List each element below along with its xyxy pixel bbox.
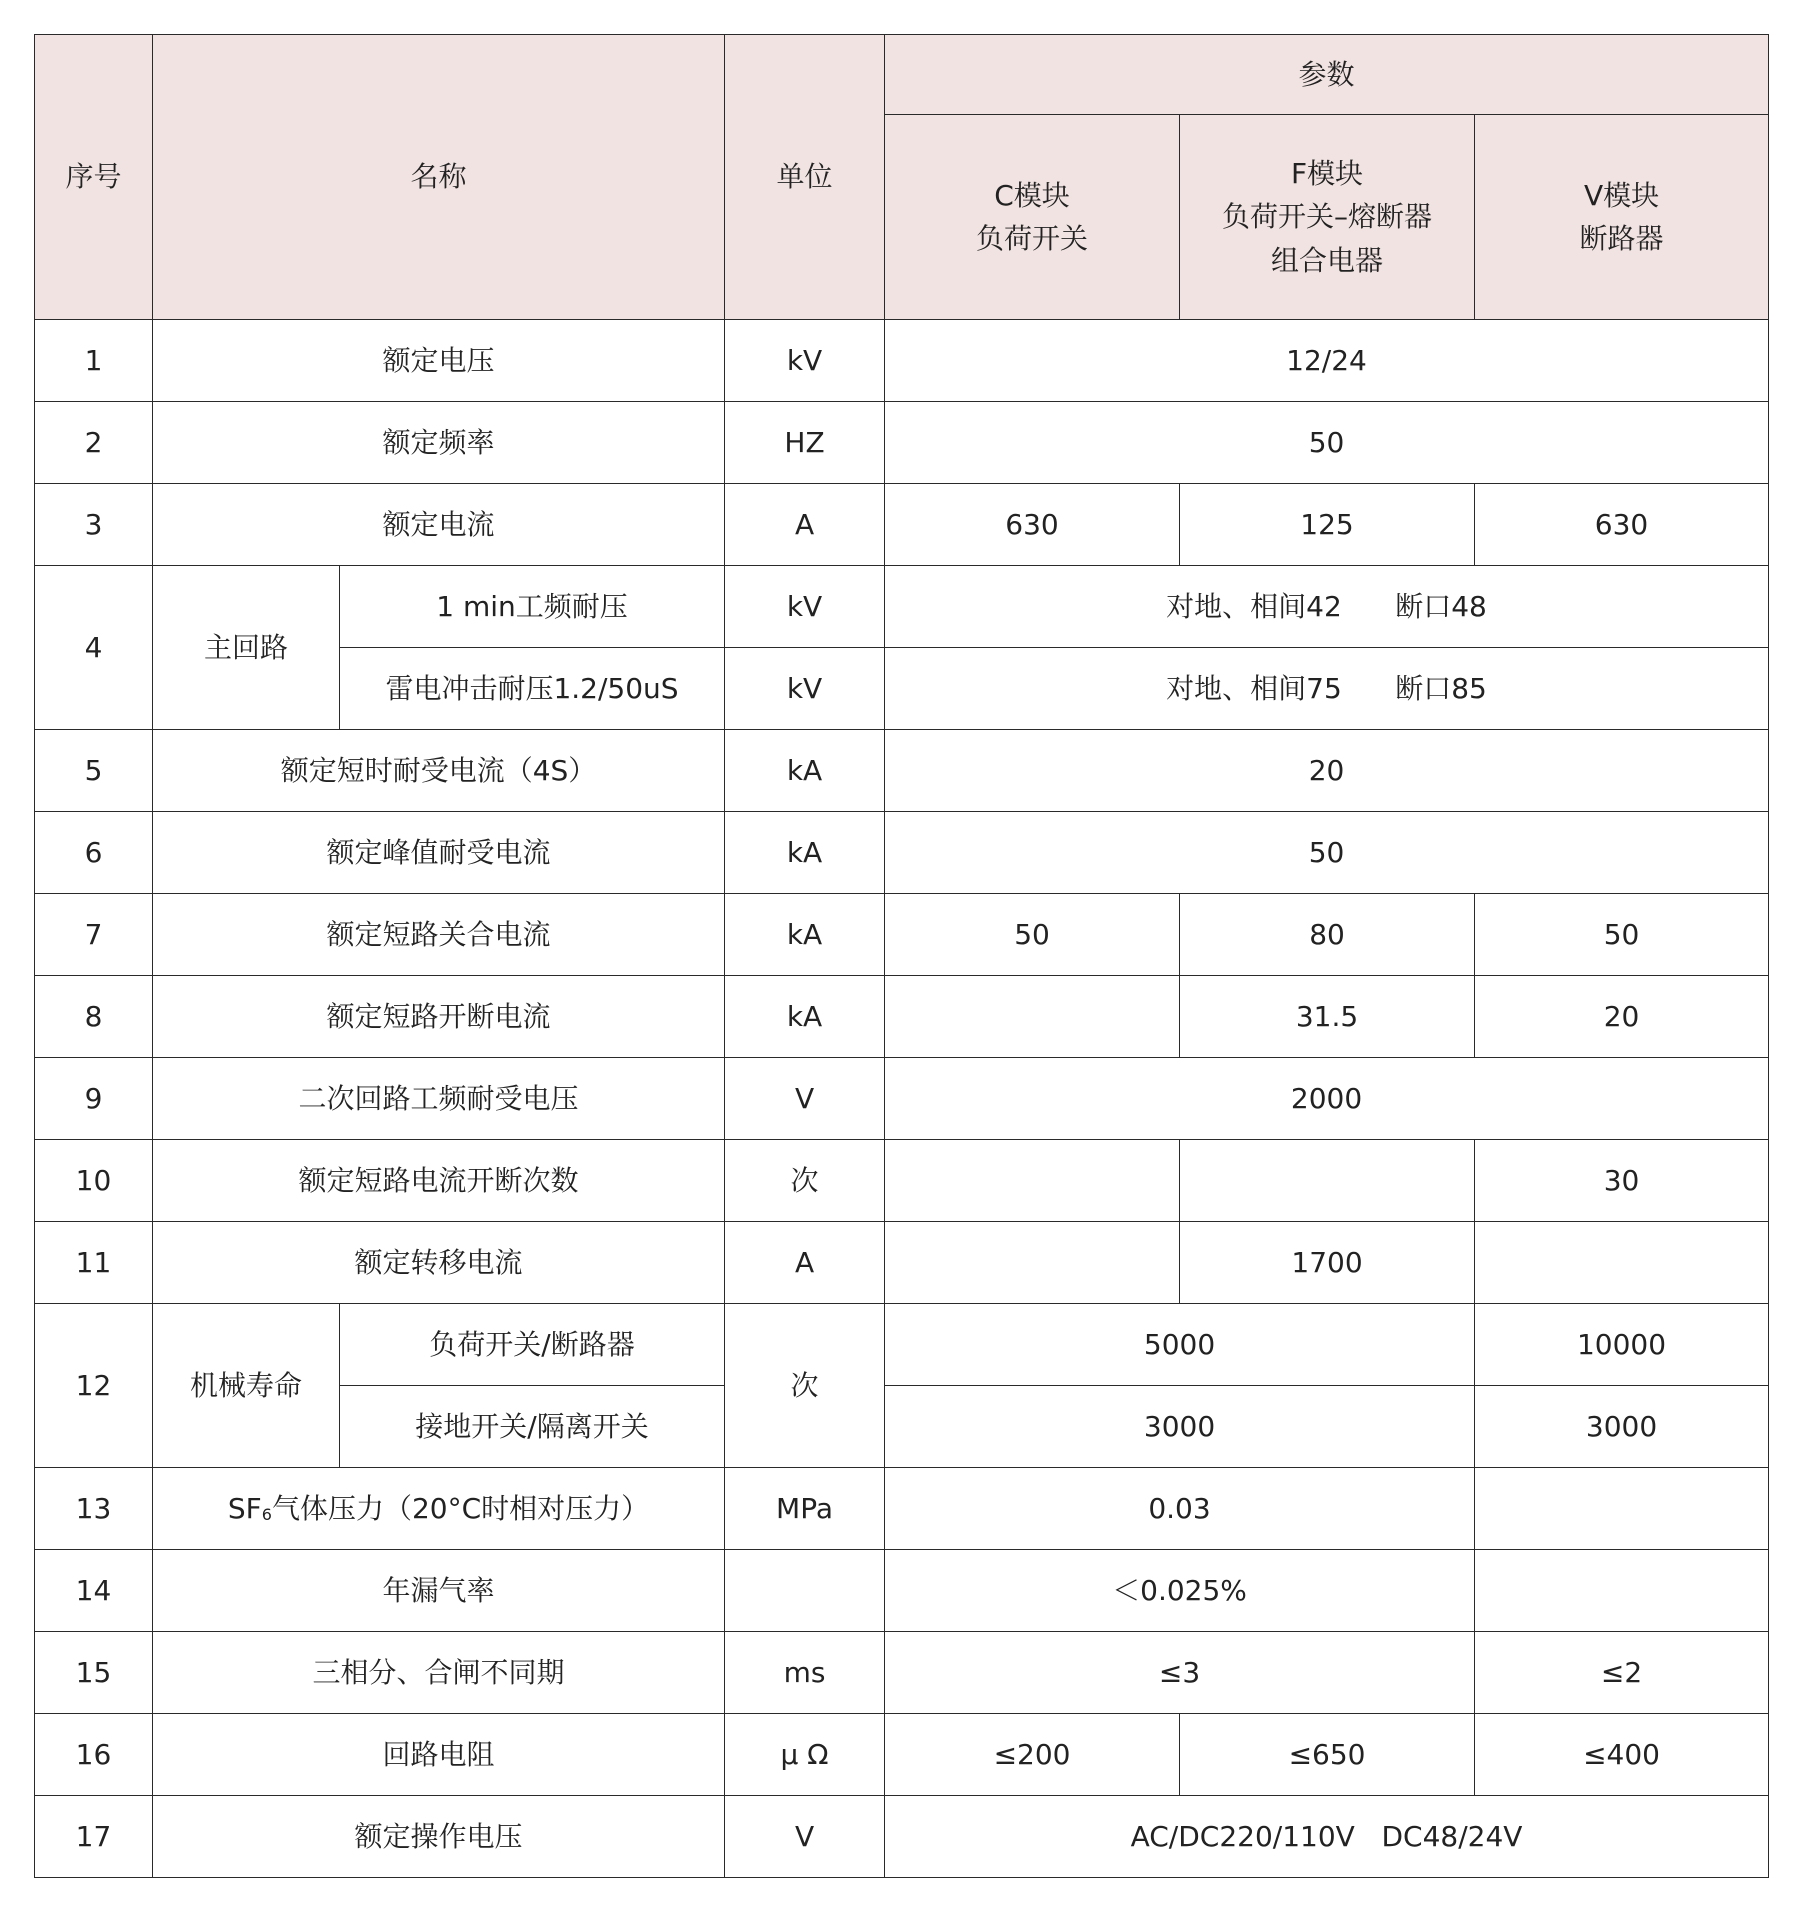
value-f: ≤650 — [1180, 1714, 1475, 1796]
table-row — [35, 1714, 1769, 1796]
value-f: 125 — [1180, 484, 1475, 566]
row-unit: kV — [725, 648, 885, 730]
row-subname: 雷电冲击耐压1.2/50uS — [340, 648, 725, 730]
row-name: 二次回路工频耐受电压 — [153, 1058, 725, 1140]
value-v: 3000 — [1475, 1386, 1769, 1468]
value-cf: 5000 — [885, 1304, 1475, 1386]
row-number: 4 — [35, 566, 153, 730]
table-row — [35, 1468, 1769, 1550]
value-c — [885, 1222, 1180, 1304]
header-row-1 — [35, 35, 1769, 115]
header-col-c — [885, 115, 1180, 320]
value-v: 20 — [1475, 976, 1769, 1058]
row-name: 额定短时耐受电流（4S） — [153, 730, 725, 812]
row-number: 7 — [35, 894, 153, 976]
row-number: 5 — [35, 730, 153, 812]
value-all: 对地、相间42 断口48 — [885, 566, 1769, 648]
value-f: 80 — [1180, 894, 1475, 976]
row-number: 16 — [35, 1714, 153, 1796]
row-number: 6 — [35, 812, 153, 894]
value-all: 12/24 — [885, 320, 1769, 402]
row-subname: 负荷开关/断路器 — [340, 1304, 725, 1386]
value-cf: ＜0.025% — [885, 1550, 1475, 1632]
table-row — [35, 812, 1769, 894]
row-name: 额定峰值耐受电流 — [153, 812, 725, 894]
row-unit: A — [725, 1222, 885, 1304]
value-v — [1475, 1550, 1769, 1632]
row-number: 3 — [35, 484, 153, 566]
row-unit: V — [725, 1058, 885, 1140]
row-number: 9 — [35, 1058, 153, 1140]
row-unit: kA — [725, 976, 885, 1058]
value-c: ≤200 — [885, 1714, 1180, 1796]
value-f: 31.5 — [1180, 976, 1475, 1058]
value-f — [1180, 1140, 1475, 1222]
value-all: 20 — [885, 730, 1769, 812]
value-all: 2000 — [885, 1058, 1769, 1140]
row-name: 额定电流 — [153, 484, 725, 566]
value-v: 30 — [1475, 1140, 1769, 1222]
row-unit: kA — [725, 730, 885, 812]
row-number: 12 — [35, 1304, 153, 1468]
table-row — [35, 484, 1769, 566]
row-group: 机械寿命 — [153, 1304, 340, 1468]
value-v: ≤2 — [1475, 1632, 1769, 1714]
row-group: 主回路 — [153, 566, 340, 730]
table-row — [35, 1140, 1769, 1222]
spec-table — [34, 34, 1769, 1878]
row-number: 13 — [35, 1468, 153, 1550]
table-row — [35, 1058, 1769, 1140]
row-unit: kA — [725, 894, 885, 976]
table-row — [35, 320, 1769, 402]
row-unit: ms — [725, 1632, 885, 1714]
row-unit: μ Ω — [725, 1714, 885, 1796]
value-c — [885, 1140, 1180, 1222]
row-name — [153, 1468, 725, 1550]
row-name-pre: SF — [227, 1491, 262, 1525]
value-c: 50 — [885, 894, 1180, 976]
value-all: 对地、相间75 断口85 — [885, 648, 1769, 730]
table-row — [35, 730, 1769, 812]
table-row — [35, 566, 1769, 648]
value-v: ≤400 — [1475, 1714, 1769, 1796]
value-all: AC/DC220/110V DC48/24V — [885, 1796, 1769, 1878]
header-name: 名称 — [153, 35, 725, 320]
row-name: 额定短路关合电流 — [153, 894, 725, 976]
header-seq: 序号 — [35, 35, 153, 320]
value-cf: 0.03 — [885, 1468, 1475, 1550]
header-col-f — [1180, 115, 1475, 320]
row-number: 10 — [35, 1140, 153, 1222]
row-name-sub: 6 — [261, 1504, 272, 1524]
row-number: 14 — [35, 1550, 153, 1632]
row-name: 额定短路电流开断次数 — [153, 1140, 725, 1222]
row-unit: V — [725, 1796, 885, 1878]
row-name: 三相分、合闸不同期 — [153, 1632, 725, 1714]
header-col-v — [1475, 115, 1769, 320]
table-row — [35, 1304, 1769, 1386]
value-c: 630 — [885, 484, 1180, 566]
table-row — [35, 402, 1769, 484]
row-subname: 1 min工频耐压 — [340, 566, 725, 648]
header-col-v-line: V模块 — [1583, 178, 1660, 212]
row-unit: A — [725, 484, 885, 566]
row-unit: MPa — [725, 1468, 885, 1550]
table-row — [35, 1796, 1769, 1878]
value-v: 10000 — [1475, 1304, 1769, 1386]
value-v — [1475, 1222, 1769, 1304]
row-name: 回路电阻 — [153, 1714, 725, 1796]
header-col-c-line: C模块 — [994, 178, 1070, 212]
row-subname: 接地开关/隔离开关 — [340, 1386, 725, 1468]
row-number: 1 — [35, 320, 153, 402]
row-name: 额定转移电流 — [153, 1222, 725, 1304]
row-number: 2 — [35, 402, 153, 484]
value-v — [1475, 1468, 1769, 1550]
header-col-c-line: 负荷开关 — [976, 222, 1089, 255]
row-number: 11 — [35, 1222, 153, 1304]
row-name: 额定短路开断电流 — [153, 976, 725, 1058]
row-number: 8 — [35, 976, 153, 1058]
header-unit: 单位 — [725, 35, 885, 320]
row-unit: kV — [725, 566, 885, 648]
row-unit: kV — [725, 320, 885, 402]
value-v: 50 — [1475, 894, 1769, 976]
row-unit — [725, 1550, 885, 1632]
table-row — [35, 976, 1769, 1058]
header-params: 参数 — [885, 35, 1769, 115]
header-col-v-line: 断路器 — [1579, 222, 1664, 255]
row-name: 年漏气率 — [153, 1550, 725, 1632]
header-col-f-line: 组合电器 — [1271, 243, 1384, 277]
value-cf: ≤3 — [885, 1632, 1475, 1714]
table-row — [35, 1632, 1769, 1714]
table-row — [35, 1550, 1769, 1632]
header-col-f-line: F模块 — [1290, 156, 1364, 190]
table-row — [35, 894, 1769, 976]
row-name: 额定电压 — [153, 320, 725, 402]
row-unit: 次 — [725, 1304, 885, 1468]
row-number: 15 — [35, 1632, 153, 1714]
table-row — [35, 1222, 1769, 1304]
row-unit: kA — [725, 812, 885, 894]
value-v: 630 — [1475, 484, 1769, 566]
row-name: 额定频率 — [153, 402, 725, 484]
row-unit: 次 — [725, 1140, 885, 1222]
value-cf: 3000 — [885, 1386, 1475, 1468]
value-f: 1700 — [1180, 1222, 1475, 1304]
row-name-post: 气体压力（20°C时相对压力） — [271, 1491, 650, 1525]
row-number: 17 — [35, 1796, 153, 1878]
header-col-f-line: 负荷开关–熔断器 — [1222, 200, 1433, 234]
value-all: 50 — [885, 812, 1769, 894]
value-c — [885, 976, 1180, 1058]
row-name: 额定操作电压 — [153, 1796, 725, 1878]
value-all: 50 — [885, 402, 1769, 484]
row-unit: HZ — [725, 402, 885, 484]
